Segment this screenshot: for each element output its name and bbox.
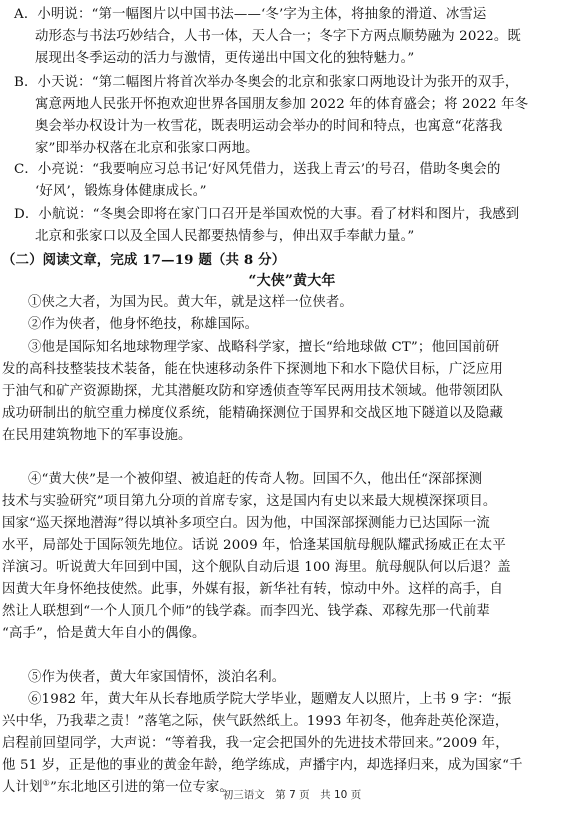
option-c-line-2: ‘好风’，锻炼身体健康成长。”: [35, 184, 207, 199]
paragraph-line: 他 51 岁，正是他的事业的黄金年龄，绝学练成，声播宇内，却选择归来，成为国家“千: [2, 758, 523, 773]
option-a-line-2: 动形态与书法巧妙结合，人书一体，天人合一；冬字下方两点顺势融为 2022。既: [35, 29, 521, 44]
article-title: “大侠”黄大年: [248, 273, 336, 289]
footnote-marker: ①: [42, 778, 50, 788]
paragraph-line: [0, 645, 584, 667]
paragraph-line: ⑥1982 年，黄大年从长春地质学院大学毕业，题赠友人以照片，上书 9 字：“振: [28, 692, 512, 707]
paragraph-line: 洋演习。听说黄大年回到中国，这个舰队自动后退 100 海里。航母舰队何以后退？盖: [2, 560, 511, 575]
page-footer: 初三语文 第 7 页 共 10 页: [222, 789, 362, 801]
paragraph-line: [0, 447, 584, 469]
paragraph-line: “高手”，恰是黄大年自小的偶像。: [2, 626, 206, 641]
option-a-line-3: 展现出冬季运动的活力与激情，更传递出中国文化的独特魅力。”: [35, 51, 415, 66]
paragraph-line: 于油气和矿产资源勘探，尤其潜艇攻防和穿透侦查等军民两用技术领域。他带领团队: [2, 384, 504, 399]
paragraph-line: ③他是国际知名地球物理学家、战略科学家，擅长“给地球做 CT”；他回国前研: [28, 340, 500, 355]
paragraph-line: 国家“巡天探地潜海”得以填补多项空白。因为他，中国深部探测能力已达国际一流: [2, 516, 490, 531]
paragraph-line-text-1: 人计划: [2, 780, 43, 795]
option-d-line-2: 北京和张家口以及全国人民都要热情参与，伸出双手奉献力量。”: [35, 229, 415, 244]
paragraph-line: 启程前回望同学，大声说：“等着我，我一定会把国外的先进技术带回来。”2009 年，: [2, 736, 509, 751]
paragraph-line: 然让人联想到“一个人顶几个师”的钱学森。而李四光、钱学森、邓稼先那一代前辈: [2, 604, 490, 619]
option-b-line-1: B．小天说：“第二幅图片将首次举办冬奥会的北京和张家口两地设计为张开的双手，: [14, 75, 519, 90]
option-b-line-4: 家”即举办权落在北京和张家口两地。: [35, 141, 259, 156]
paragraph-line: 水平，局部处于国际领先地位。话说 2009 年，恰逢某国航母舰队耀武扬威正在太平: [2, 538, 506, 553]
section-heading: （二）阅读文章，完成 17—19 题（共 8 分）: [2, 252, 286, 268]
paragraph-line: 兴中华，乃我辈之责！”落笔之际，侠气跃然纸上。1993 年初冬，他奔赴英伦深造，: [2, 714, 509, 729]
paragraph-line: 成功研制出的航空重力梯度仪系统，能精确探测位于国界和交战区地下隧道以及隐藏: [2, 406, 504, 421]
option-d-line-1: D．小航说：“冬奥会即将在家门口召开是举国欢悦的大事。看了材料和图片，我感到: [14, 207, 520, 222]
option-c-line-1: C．小亮说：“我要响应习总书记‘好风凭借力，送我上青云’的号召，借助冬奥会的: [14, 162, 501, 177]
paragraph-line: ①侠之大者，为国为民。黄大年，就是这样一位侠者。: [28, 295, 353, 310]
paragraph-line-text-2: ”东北地区引进的第一位专家。: [49, 780, 233, 795]
paragraph-line: ⑤作为侠者，黄大年家国情怀，淡泊名利。: [28, 670, 286, 685]
paragraph-line: 技术与实验研究”项目第九分项的首席专家，这是国内有史以来最大规模深探项目。: [2, 494, 497, 509]
paragraph-line: 因黄大年身怀绝技使然。此事，外媒有报，新华社有转，惊动中外。这样的高手，自: [2, 582, 504, 597]
option-b-line-2: 寓意两地人民张开怀抱欢迎世界各国朋友参加 2022 年的体育盛会；将 2022 年冬: [35, 97, 529, 112]
paragraph-line: 在民用建筑物地下的军事设施。: [2, 428, 192, 443]
paragraph-line: ④“黄大侠”是一个被仰望、被追赶的传奇人物。回国不久，他出任“深部探测: [28, 472, 483, 487]
paragraph-line: ②作为侠者，他身怀绝技，称雄国际。: [28, 317, 259, 332]
paragraph-line: 发的高科技整装技术装备，能在快速移动条件下探测地下和水下隐伏目标，广泛应用: [2, 362, 504, 377]
option-b-line-3: 奥会举办权设计为一枚雪花，既表明运动会举办的时间和特点，也寓意“花落我: [35, 119, 503, 134]
option-a-line-1: A．小明说：“第一幅图片以中国书法——‘冬’字为主体，将抽象的滑道、冰雪运: [14, 7, 487, 22]
